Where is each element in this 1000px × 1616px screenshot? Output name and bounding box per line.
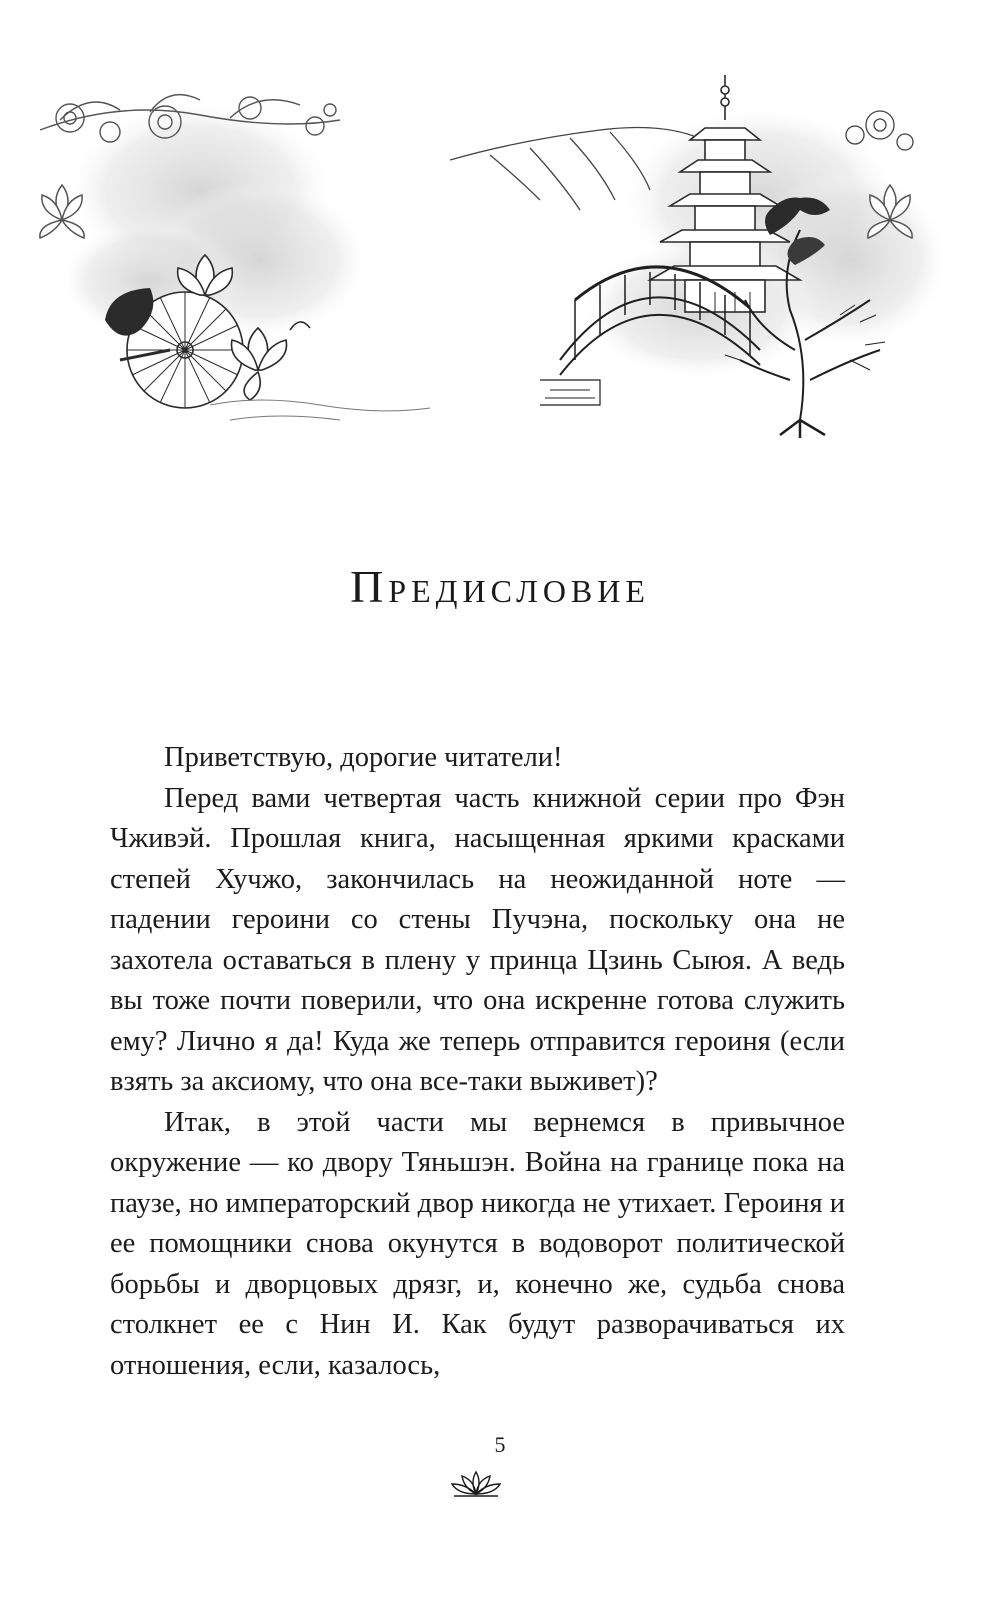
lotus-ornament-icon: [448, 1470, 504, 1498]
header-illustration: [0, 60, 1000, 440]
body-text: [110, 738, 845, 1386]
paragraph: Итак, в этой части мы вернемся в привычное окружение — ко двору Тяньшэн. Война на границе пока на паузе, но императорский двор никогда не утихает. Героиня и ее помощники снова окунутся в водоворот политической борьбы и дворцовых дрязг, и, конечно же, судьба снова столкнет ее с Нин И. Как будут разворачиваться их отношения, если, казалось,: [110, 1106, 845, 1381]
page-title: Предисловие: [350, 561, 650, 612]
paragraph: Приветствую, дорогие читатели!: [164, 742, 563, 773]
water-ripples: [210, 400, 430, 420]
page-number: 5: [494, 1432, 506, 1457]
paragraph: Перед вами четвертая часть книжной серии про Фэн Чживэй. Прошлая книга, насыщенная яркими красками степей Хучжо, закончилась на неожиданной ноте — падении героини со стены Пучэна, поскольку она не захотела оставаться в плену у принца Цзинь Сыюя. А ведь вы тоже почти поверили, что она искренне готова служить ему? Лично я да! Куда же теперь отправится героиня (если взять за аксиому, что она все-таки выживет)?: [110, 782, 845, 1097]
